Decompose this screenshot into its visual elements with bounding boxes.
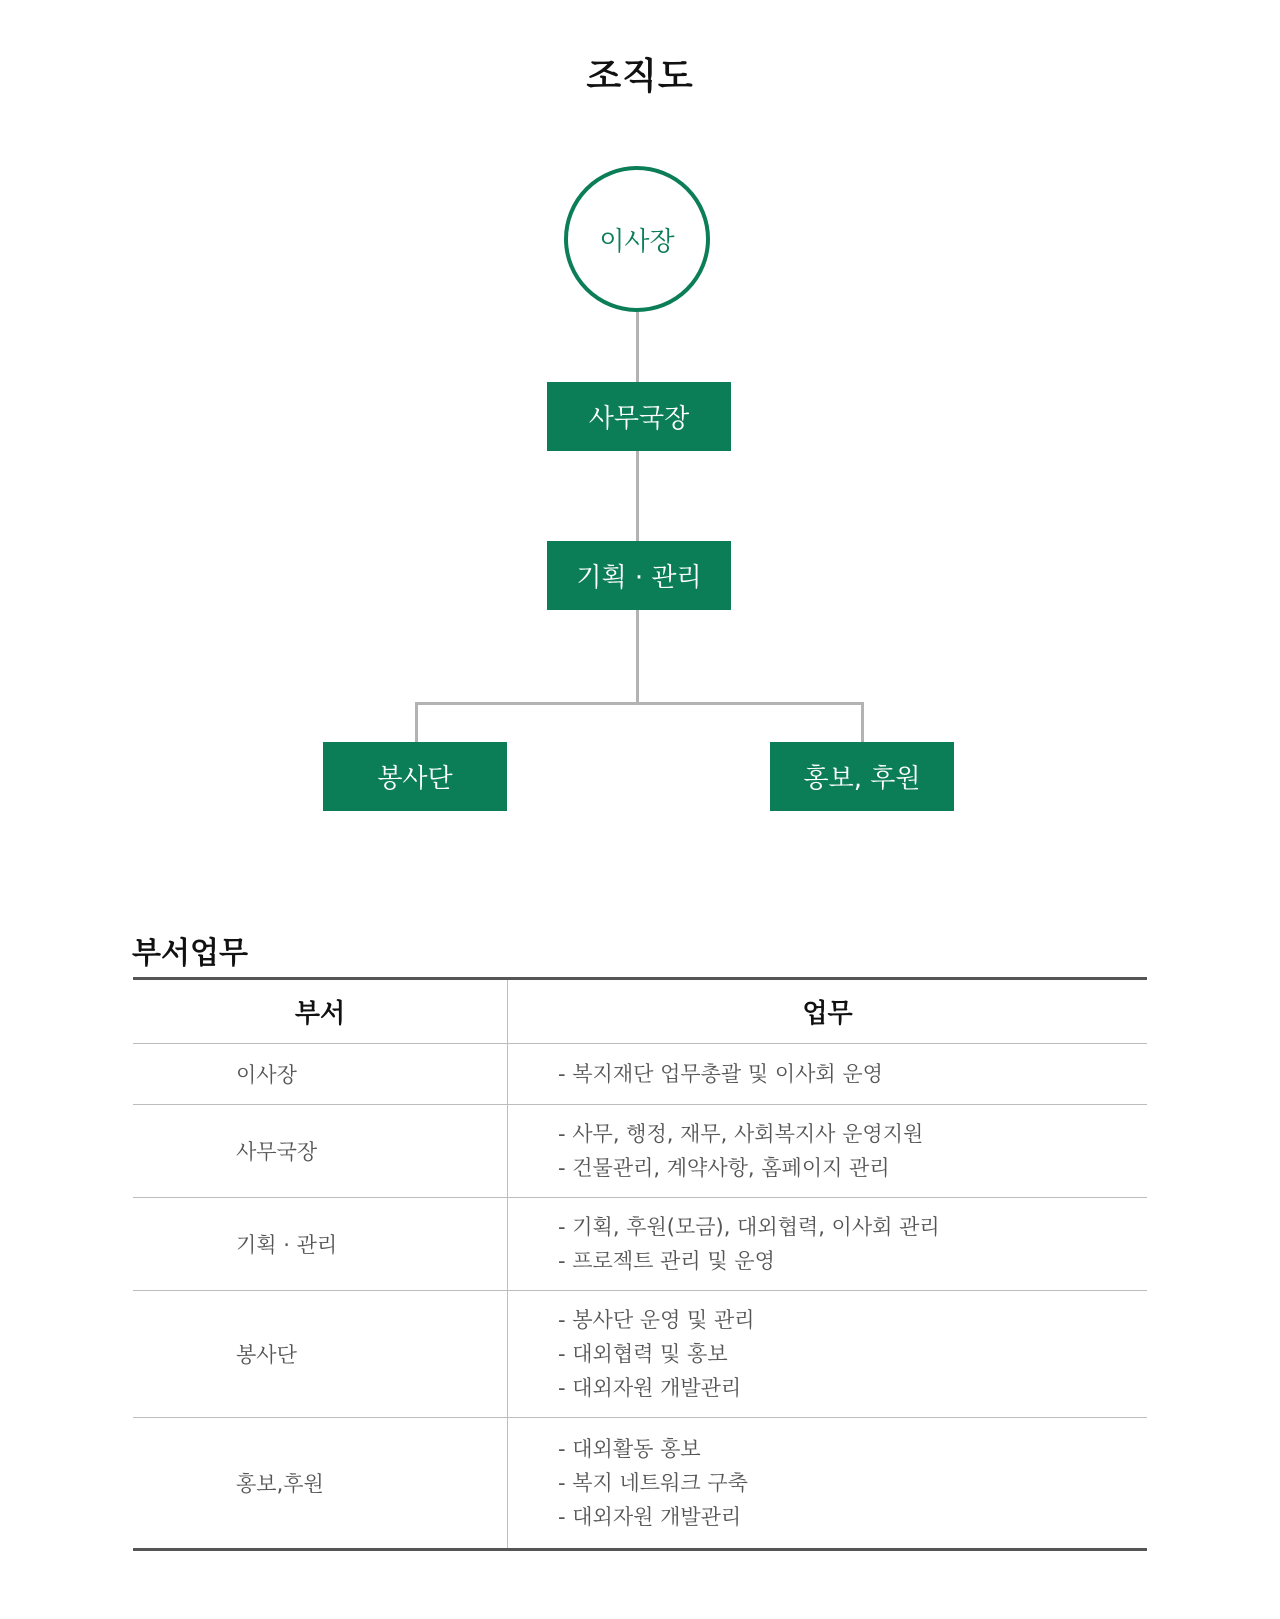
connector-planning-branch <box>636 610 639 705</box>
header-dept: 부서 <box>133 979 508 1044</box>
work-cell <box>508 1418 1148 1550</box>
org-node-volunteer <box>323 742 507 811</box>
work-item: - 복지재단 업무총괄 및 이사회 운영 <box>558 1062 883 1086</box>
table-row <box>133 1291 1147 1418</box>
work-item: - 프로젝트 관리 및 운영 <box>558 1249 775 1273</box>
page-title: 조직도 <box>586 56 694 97</box>
org-node-ceo <box>564 166 710 312</box>
dept-cell: 봉사단 <box>133 1291 508 1418</box>
org-node-planning <box>547 541 731 610</box>
org-node-secretary-general <box>547 382 731 451</box>
section-title: 부서업무 <box>132 936 248 971</box>
dept-cell: 기획 · 관리 <box>133 1198 508 1291</box>
dept-cell: 사무국장 <box>133 1105 508 1198</box>
connector-branch-left <box>415 702 418 742</box>
table-row <box>133 1044 1147 1105</box>
table-row <box>133 1198 1147 1291</box>
work-item: - 대외자원 개발관리 <box>558 1505 742 1529</box>
work-item: - 대외협력 및 홍보 <box>558 1342 728 1366</box>
table-row <box>133 1105 1147 1198</box>
work-item: - 기획, 후원(모금), 대외협력, 이사회 관리 <box>558 1215 940 1239</box>
work-item: - 대외활동 홍보 <box>558 1437 701 1461</box>
connector-ceo-secretary <box>636 312 639 382</box>
work-item: - 복지 네트워크 구축 <box>558 1471 748 1495</box>
dept-cell: 이사장 <box>133 1044 508 1105</box>
work-item: - 대외자원 개발관리 <box>558 1376 742 1400</box>
dept-cell: 홍보,후원 <box>133 1418 508 1550</box>
work-cell <box>508 1291 1148 1418</box>
org-node-ceo-label: 이사장 <box>599 226 675 257</box>
org-node-pr-label: 홍보, 후원 <box>803 764 921 794</box>
work-cell <box>508 1105 1148 1198</box>
department-duty-table <box>133 977 1147 1551</box>
connector-branch-horizontal <box>415 702 864 705</box>
org-node-planning-label: 기획 · 관리 <box>576 563 702 593</box>
org-node-secretary-general-label: 사무국장 <box>588 404 690 434</box>
work-item: - 봉사단 운영 및 관리 <box>558 1308 755 1332</box>
org-node-pr <box>770 742 954 811</box>
work-cell <box>508 1198 1148 1291</box>
work-item: - 사무, 행정, 재무, 사회복지사 운영지원 <box>558 1122 924 1146</box>
work-item: - 건물관리, 계약사항, 홈페이지 관리 <box>558 1156 890 1180</box>
work-cell <box>508 1044 1148 1105</box>
connector-secretary-planning <box>636 451 639 541</box>
org-node-volunteer-label: 봉사단 <box>377 764 453 794</box>
table-header-row <box>133 979 1147 1044</box>
connector-branch-right <box>861 702 864 742</box>
table-row <box>133 1418 1147 1550</box>
header-work: 업무 <box>508 979 1148 1044</box>
